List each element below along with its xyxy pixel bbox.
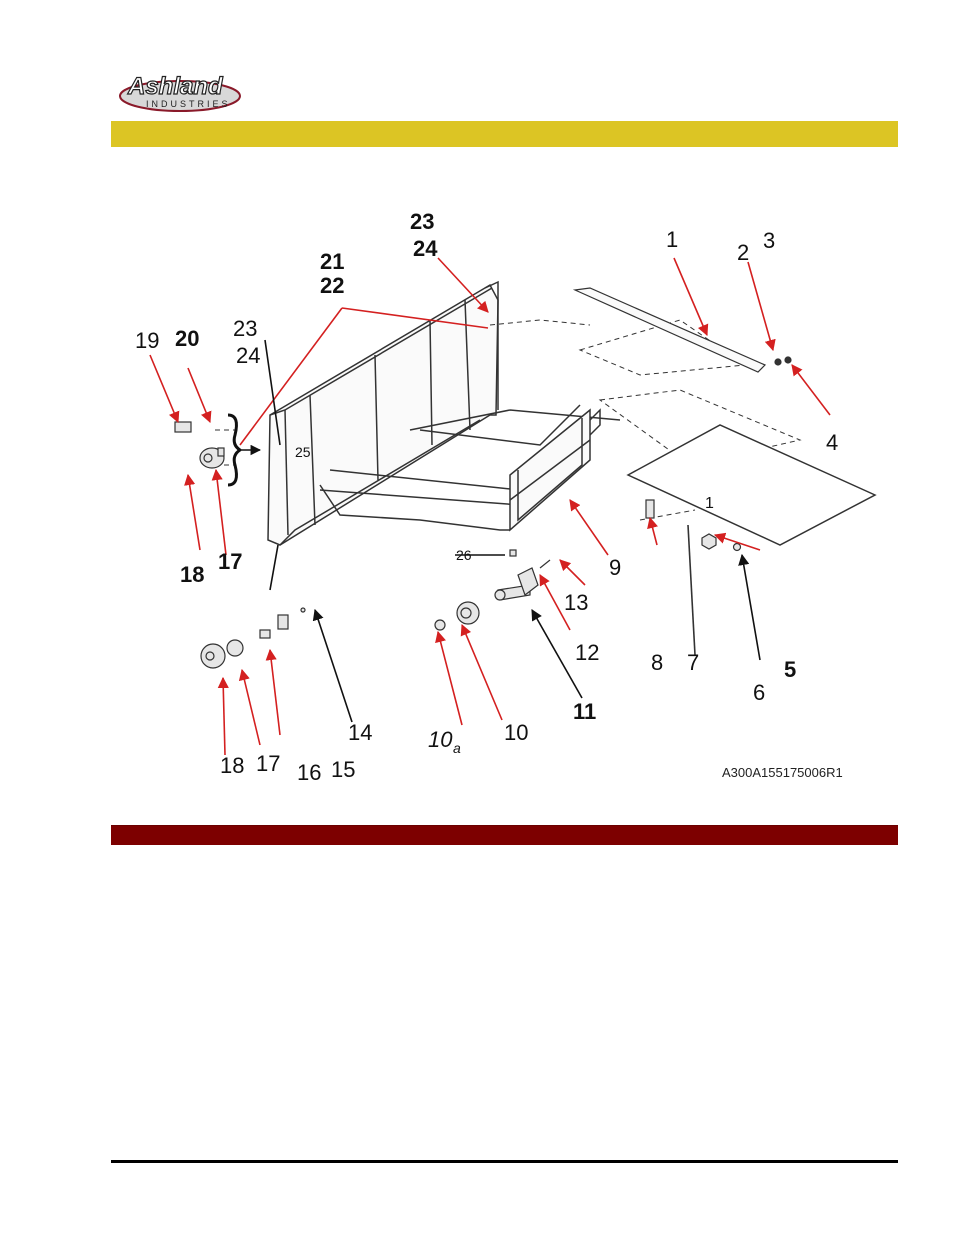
logo-subtext: INDUSTRIES: [146, 99, 231, 109]
label-4: 4: [826, 430, 839, 455]
footer-rule: [111, 1160, 898, 1163]
label-17-lower: 17: [256, 751, 281, 776]
label-6: 6: [753, 680, 766, 705]
label-23-left: 23: [233, 316, 258, 341]
label-22: 22: [320, 273, 345, 298]
label-8: 8: [651, 650, 664, 675]
label-5: 5: [784, 657, 797, 682]
label-19: 19: [135, 328, 160, 353]
drawing-code: A300A155175006R1: [722, 765, 843, 780]
label-13: 13: [564, 590, 589, 615]
label-1-top: 1: [666, 227, 679, 252]
label-24-top: 24: [413, 236, 438, 261]
label-7: 7: [687, 650, 700, 675]
label-3: 3: [763, 228, 776, 253]
label-18-lower: 18: [220, 753, 245, 778]
label-17-upper: 17: [218, 549, 243, 574]
label-25: 25: [295, 444, 311, 460]
brace-bracket: [228, 415, 240, 485]
label-9: 9: [609, 555, 622, 580]
label-10a: 10: [428, 727, 453, 752]
label-11: 11: [573, 699, 597, 724]
label-2: 2: [737, 240, 750, 265]
ashland-logo: [118, 70, 248, 114]
header-bar: [111, 121, 898, 147]
label-21: 21: [320, 249, 345, 274]
section-bar: [111, 825, 898, 845]
label-18-upper: 18: [180, 562, 205, 587]
label-20: 20: [175, 326, 200, 351]
label-1-plate: 1: [705, 495, 714, 512]
label-26: 26: [456, 547, 472, 563]
label-16: 16: [297, 760, 322, 785]
label-10: 10: [504, 720, 529, 745]
label-15: 15: [331, 757, 356, 782]
parts-diagram: [120, 200, 900, 800]
label-24-left: 24: [236, 343, 261, 368]
label-23-top: 23: [410, 209, 435, 234]
label-10a-subscript: a: [453, 740, 461, 756]
logo-wordmark: Ashland: [128, 73, 223, 100]
hardware-parts: [175, 422, 741, 668]
label-14: 14: [348, 720, 373, 745]
label-12: 12: [575, 640, 600, 665]
